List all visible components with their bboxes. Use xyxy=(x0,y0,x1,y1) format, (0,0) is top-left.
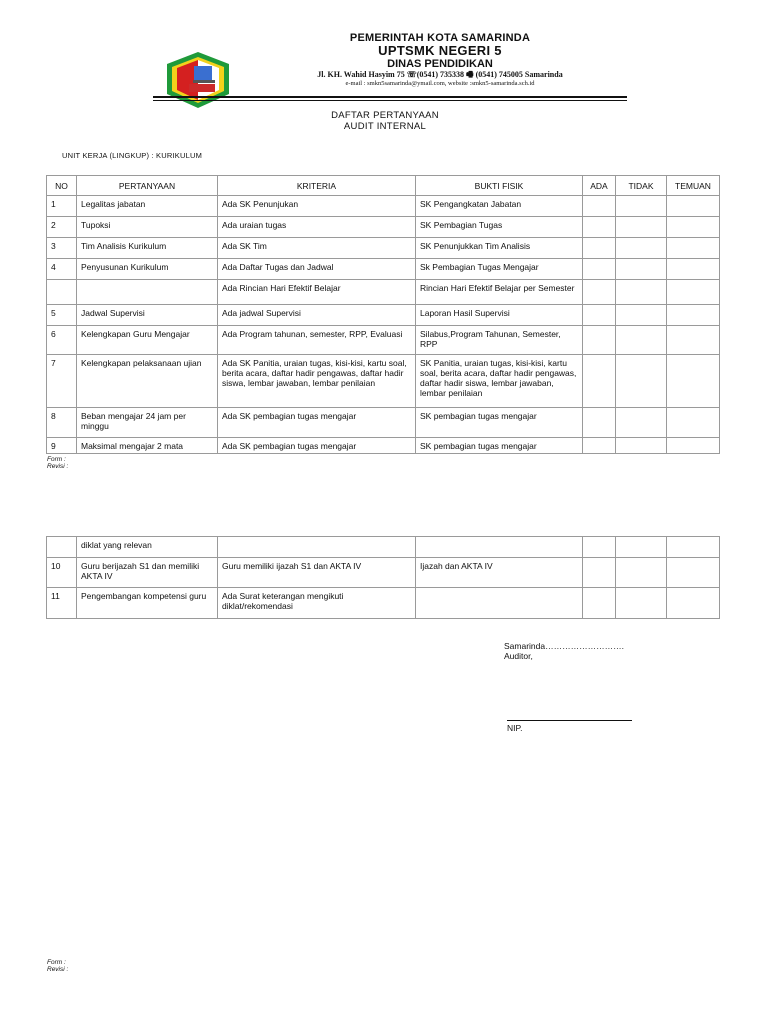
cell-bukti: SK Pembagian Tugas xyxy=(416,217,583,238)
table-row xyxy=(47,326,720,355)
cell-bukti: Rincian Hari Efektif Belajar per Semester xyxy=(416,280,583,305)
cell-temuan[interactable] xyxy=(667,238,720,259)
cell-bukti: SK Penunjukkan Tim Analisis xyxy=(416,238,583,259)
cell-pertanyaan: Maksimal mengajar 2 mata xyxy=(77,438,218,454)
cell-tidak[interactable] xyxy=(616,438,667,454)
header-address: Jl. KH. Wahid Hasyim 75 ☏(0541) 735338 🖷 (0541) 745005 Samarinda xyxy=(317,70,563,79)
cell-kriteria: Ada SK pembagian tugas mengajar xyxy=(218,438,416,454)
cell-no: 2 xyxy=(47,217,77,238)
cell-pertanyaan: Beban mengajar 24 jam per minggu xyxy=(77,408,218,438)
audit-table-page1 xyxy=(46,175,720,454)
header-rule-thin xyxy=(153,100,627,101)
cell-ada[interactable] xyxy=(583,355,616,408)
cell-pertanyaan xyxy=(77,280,218,305)
cell-bukti: SK Pengangkatan Jabatan xyxy=(416,196,583,217)
cell-no: 8 xyxy=(47,408,77,438)
table-row xyxy=(47,355,720,408)
cell-temuan[interactable] xyxy=(667,408,720,438)
cell-ada[interactable] xyxy=(583,537,616,558)
unit-kerja-label: UNIT KERJA (LINGKUP) : KURIKULUM xyxy=(62,151,203,160)
cell-kriteria: Ada SK Panitia, uraian tugas, kisi-kisi, kartu soal, berita acara, daftar hadir pengawas, daftar hadir siswa, lembar jawaban, lembar penilaian xyxy=(218,355,416,408)
header-department: DINAS PENDIDIKAN xyxy=(387,58,493,70)
table-row xyxy=(47,537,720,558)
cell-no: 6 xyxy=(47,326,77,355)
cell-no xyxy=(47,537,77,558)
cell-ada[interactable] xyxy=(583,259,616,280)
cell-no: 9 xyxy=(47,438,77,454)
cell-kriteria: Ada uraian tugas xyxy=(218,217,416,238)
signature-role: Auditor, xyxy=(504,651,533,661)
cell-no: 4 xyxy=(47,259,77,280)
header-email: e-mail : smkn5samarinda@ymail.com, website :smkn5-samarinda.sch.id xyxy=(345,80,535,87)
school-logo xyxy=(163,50,233,110)
signature-place: Samarinda………………………. xyxy=(504,641,624,651)
cell-pertanyaan: Penyusunan Kurikulum xyxy=(77,259,218,280)
cell-tidak[interactable] xyxy=(616,305,667,326)
audit-table-page2 xyxy=(46,536,720,619)
table-header-row xyxy=(47,176,720,196)
table-row xyxy=(47,259,720,280)
cell-temuan[interactable] xyxy=(667,588,720,619)
cell-pertanyaan: Kelengkapan Guru Mengajar xyxy=(77,326,218,355)
doc-title-line2: AUDIT INTERNAL xyxy=(343,121,427,132)
table-row xyxy=(47,558,720,588)
cell-bukti: Ijazah dan AKTA IV xyxy=(416,558,583,588)
cell-bukti: Sk Pembagian Tugas Mengajar xyxy=(416,259,583,280)
cell-ada[interactable] xyxy=(583,326,616,355)
doc-title-line1: DAFTAR PERTANYAAN xyxy=(331,110,439,121)
col-header-ada: ADA xyxy=(583,176,616,196)
cell-no: 7 xyxy=(47,355,77,408)
cell-tidak[interactable] xyxy=(616,280,667,305)
col-header-temuan: TEMUAN xyxy=(667,176,720,196)
header-government: PEMERINTAH KOTA SAMARINDA xyxy=(349,32,531,44)
cell-temuan[interactable] xyxy=(667,259,720,280)
table-row xyxy=(47,408,720,438)
cell-temuan[interactable] xyxy=(667,326,720,355)
cell-pertanyaan: Guru berijazah S1 dan memiliki AKTA IV xyxy=(77,558,218,588)
cell-temuan[interactable] xyxy=(667,355,720,408)
cell-no: 11 xyxy=(47,588,77,619)
cell-kriteria xyxy=(218,537,416,558)
table-row xyxy=(47,438,720,454)
cell-temuan[interactable] xyxy=(667,196,720,217)
cell-tidak[interactable] xyxy=(616,537,667,558)
cell-pertanyaan: Jadwal Supervisi xyxy=(77,305,218,326)
cell-tidak[interactable] xyxy=(616,408,667,438)
cell-tidak[interactable] xyxy=(616,558,667,588)
cell-no xyxy=(47,280,77,305)
cell-kriteria: Ada Rincian Hari Efektif Belajar xyxy=(218,280,416,305)
table-row xyxy=(47,238,720,259)
cell-ada[interactable] xyxy=(583,438,616,454)
cell-temuan[interactable] xyxy=(667,537,720,558)
cell-kriteria: Ada SK pembagian tugas mengajar xyxy=(218,408,416,438)
cell-tidak[interactable] xyxy=(616,217,667,238)
cell-temuan[interactable] xyxy=(667,558,720,588)
footer-form-label: Form : xyxy=(47,456,66,463)
table-row xyxy=(47,305,720,326)
cell-kriteria: Ada Daftar Tugas dan Jadwal xyxy=(218,259,416,280)
cell-tidak[interactable] xyxy=(616,196,667,217)
cell-kriteria: Ada Surat keterangan mengikuti diklat/rekomendasi xyxy=(218,588,416,619)
cell-tidak[interactable] xyxy=(616,238,667,259)
cell-ada[interactable] xyxy=(583,238,616,259)
cell-temuan[interactable] xyxy=(667,280,720,305)
cell-no: 5 xyxy=(47,305,77,326)
cell-pertanyaan: Legalitas jabatan xyxy=(77,196,218,217)
cell-kriteria: Ada jadwal Supervisi xyxy=(218,305,416,326)
col-header-kriteria: KRITERIA xyxy=(218,176,416,196)
cell-ada[interactable] xyxy=(583,196,616,217)
footer-revisi-label-2: Revisi : xyxy=(47,966,69,973)
cell-bukti: Silabus,Program Tahunan, Semester, RPP xyxy=(416,326,583,355)
cell-ada[interactable] xyxy=(583,305,616,326)
cell-tidak[interactable] xyxy=(616,326,667,355)
cell-no: 1 xyxy=(47,196,77,217)
col-header-no: NO xyxy=(47,176,77,196)
cell-temuan[interactable] xyxy=(667,438,720,454)
cell-tidak[interactable] xyxy=(616,355,667,408)
cell-ada[interactable] xyxy=(583,217,616,238)
cell-no: 10 xyxy=(47,558,77,588)
footer-revisi-label: Revisi : xyxy=(47,463,69,470)
cell-kriteria: Guru memiliki ijazah S1 dan AKTA IV xyxy=(218,558,416,588)
cell-bukti xyxy=(416,588,583,619)
cell-tidak[interactable] xyxy=(616,588,667,619)
cell-no: 3 xyxy=(47,238,77,259)
cell-temuan[interactable] xyxy=(667,305,720,326)
cell-pertanyaan: Pengembangan kompetensi guru xyxy=(77,588,218,619)
cell-bukti: SK pembagian tugas mengajar xyxy=(416,438,583,454)
cell-pertanyaan: Tim Analisis Kurikulum xyxy=(77,238,218,259)
table-row xyxy=(47,217,720,238)
header-school-name: UPTSMK NEGERI 5 xyxy=(378,43,502,58)
cell-ada[interactable] xyxy=(583,408,616,438)
signature-nip: NIP. xyxy=(507,723,523,733)
cell-kriteria: Ada Program tahunan, semester, RPP, Evaluasi xyxy=(218,326,416,355)
table-row xyxy=(47,196,720,217)
col-header-tidak: TIDAK xyxy=(616,176,667,196)
table-row xyxy=(47,588,720,619)
header-rule-thick xyxy=(153,96,627,98)
cell-bukti: Laporan Hasil Supervisi xyxy=(416,305,583,326)
cell-bukti xyxy=(416,537,583,558)
cell-bukti: SK pembagian tugas mengajar xyxy=(416,408,583,438)
cell-ada[interactable] xyxy=(583,588,616,619)
cell-tidak[interactable] xyxy=(616,259,667,280)
cell-ada[interactable] xyxy=(583,280,616,305)
signature-line xyxy=(507,720,632,721)
footer-form-label-2: Form : xyxy=(47,959,66,966)
col-header-pertanyaan: PERTANYAAN xyxy=(77,176,218,196)
cell-pertanyaan: Tupoksi xyxy=(77,217,218,238)
cell-pertanyaan: diklat yang relevan xyxy=(77,537,218,558)
cell-kriteria: Ada SK Tim xyxy=(218,238,416,259)
cell-temuan[interactable] xyxy=(667,217,720,238)
col-header-bukti-fisik: BUKTI FISIK xyxy=(416,176,583,196)
cell-kriteria: Ada SK Penunjukan xyxy=(218,196,416,217)
cell-pertanyaan: Kelengkapan pelaksanaan ujian xyxy=(77,355,218,408)
cell-bukti: SK Panitia, uraian tugas, kisi-kisi, kartu soal, berita acara, daftar hadir pengawas, daftar hadir siswa, lembar jawaban, lembar penilaian xyxy=(416,355,583,408)
cell-ada[interactable] xyxy=(583,558,616,588)
table-row xyxy=(47,280,720,305)
